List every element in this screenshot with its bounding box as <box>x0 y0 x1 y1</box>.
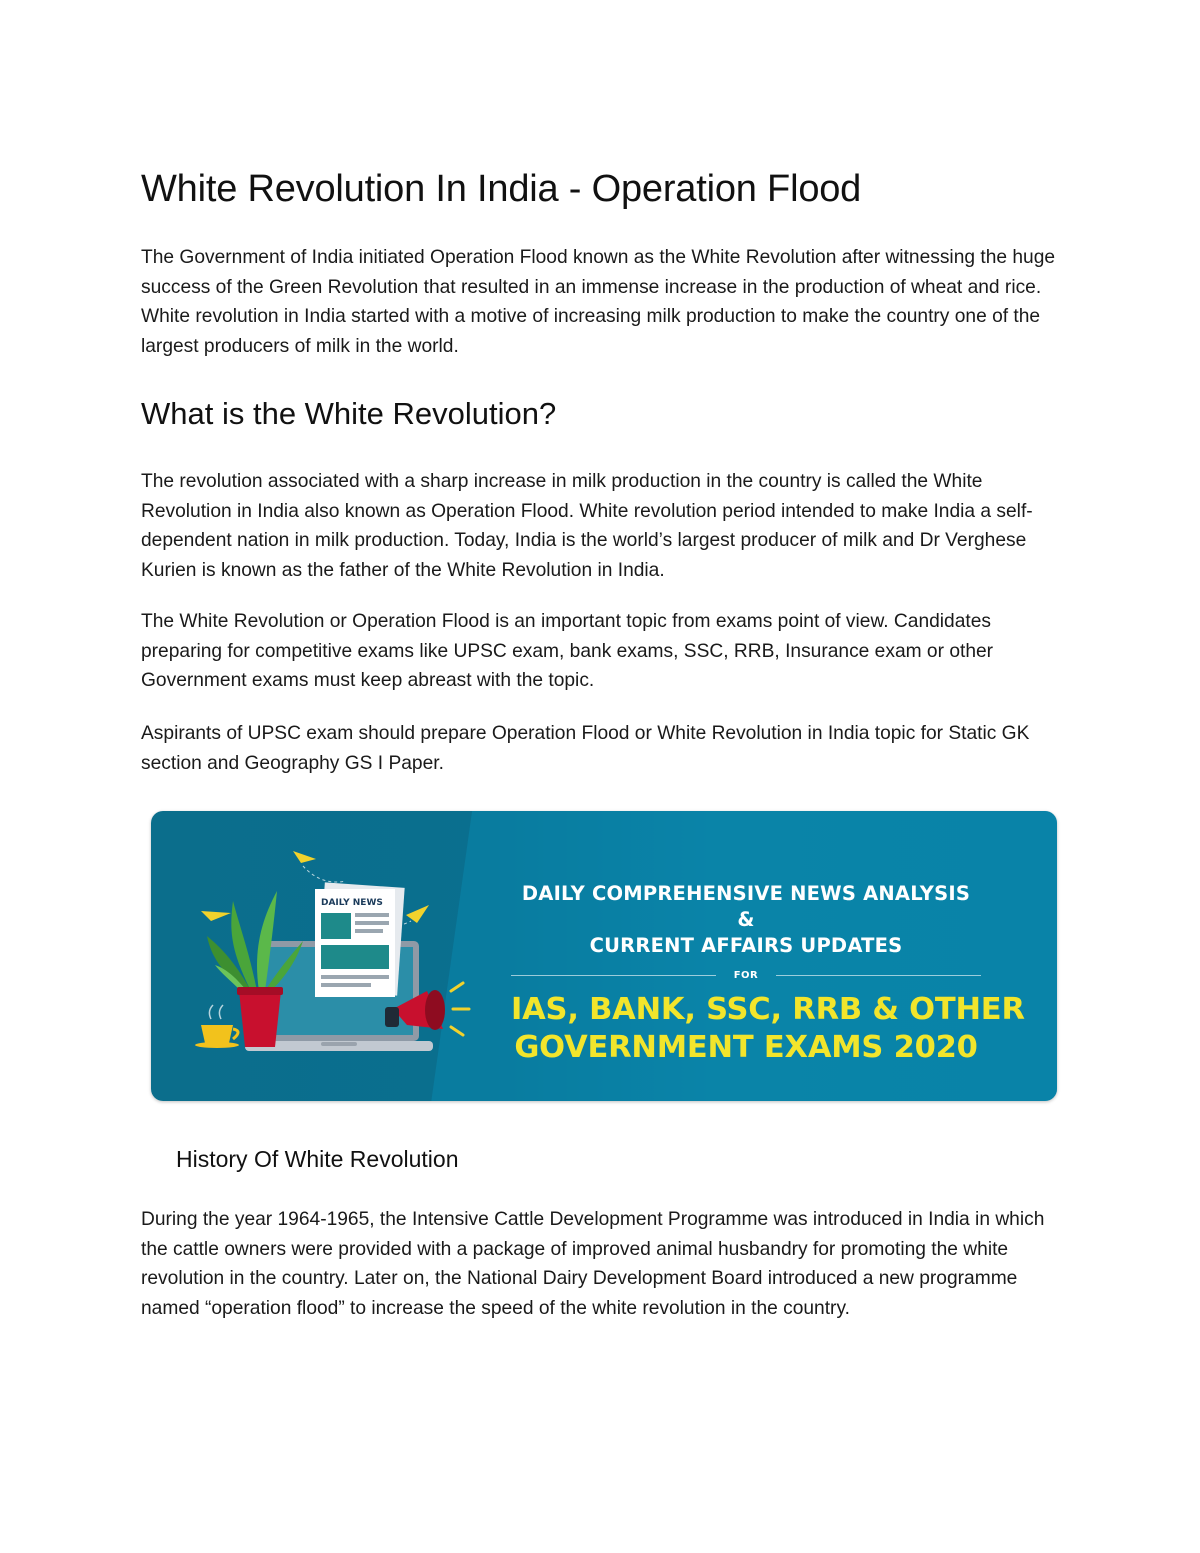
coffee-cup-icon <box>195 1005 239 1048</box>
banner-headline-line1: DAILY COMPREHENSIVE NEWS ANALYSIS & <box>521 882 971 931</box>
banner-for-row <box>511 963 981 987</box>
banner-headline-line2: CURRENT AFFAIRS UPDATES <box>589 934 903 957</box>
definition-paragraph: The revolution associated with a sharp increase in milk production in the country is called the White Revolution in India also known as Operation Flood. White revolution period intended to make India a self-dependent nation in milk production. Today, India is the world’s largest producer of milk and Dr Verghese Kurien is known as the father of the White Revolution in India. <box>141 471 1033 581</box>
banner-illustration <box>181 841 481 1071</box>
newspaper-label: DAILY NEWS <box>321 898 383 908</box>
history-paragraph: During the year 1964-1965, the Intensive Cattle Development Programme was introduced in India in which the cattle owners were provided with a package of improved animal husbandry for promoting the white revolution in the country. Later on, the National Dairy Development Board introduced a new programme named “operation flood” to increase the speed of the white revolution in the country. <box>141 1209 1045 1319</box>
banner-exams-line2: GOVERNMENT EXAMS 2020 <box>514 1030 978 1065</box>
intro-paragraph: The Government of India initiated Operation Flood known as the White Revolution after witnessing the huge success of the Green Revolution that resulted in an immense increase in the production of wheat and rice. White revolution in India started with a motive of increasing milk production to make the country one of the largest producers of milk in the world. <box>141 247 1056 357</box>
promo-banner[interactable] <box>151 811 1057 1101</box>
banner-text-block <box>511 881 1025 1067</box>
banner-exams-line1: IAS, BANK, SSC, RRB & OTHER <box>511 992 1025 1027</box>
divider <box>511 975 716 976</box>
exam-relevance-paragraph: The White Revolution or Operation Flood is an important topic from exams point of view. Candidates preparing for competitive exams like UPSC exam, bank exams, SSC, RRB, Insurance exam or other Government exams must keep abreast with the topic. <box>141 611 994 692</box>
newspaper-icon <box>315 882 405 997</box>
banner-for-label: FOR <box>733 970 759 981</box>
section-heading-history: History Of White Revolution <box>176 1146 459 1172</box>
section-heading-what-is: What is the White Revolution? <box>141 396 557 431</box>
divider <box>776 975 981 976</box>
page-title: White Revolution In India - Operation Flood <box>141 168 862 210</box>
upsc-paragraph: Aspirants of UPSC exam should prepare Operation Flood or White Revolution in India topic for Static GK section and Geography GS I Paper. <box>141 723 1030 774</box>
